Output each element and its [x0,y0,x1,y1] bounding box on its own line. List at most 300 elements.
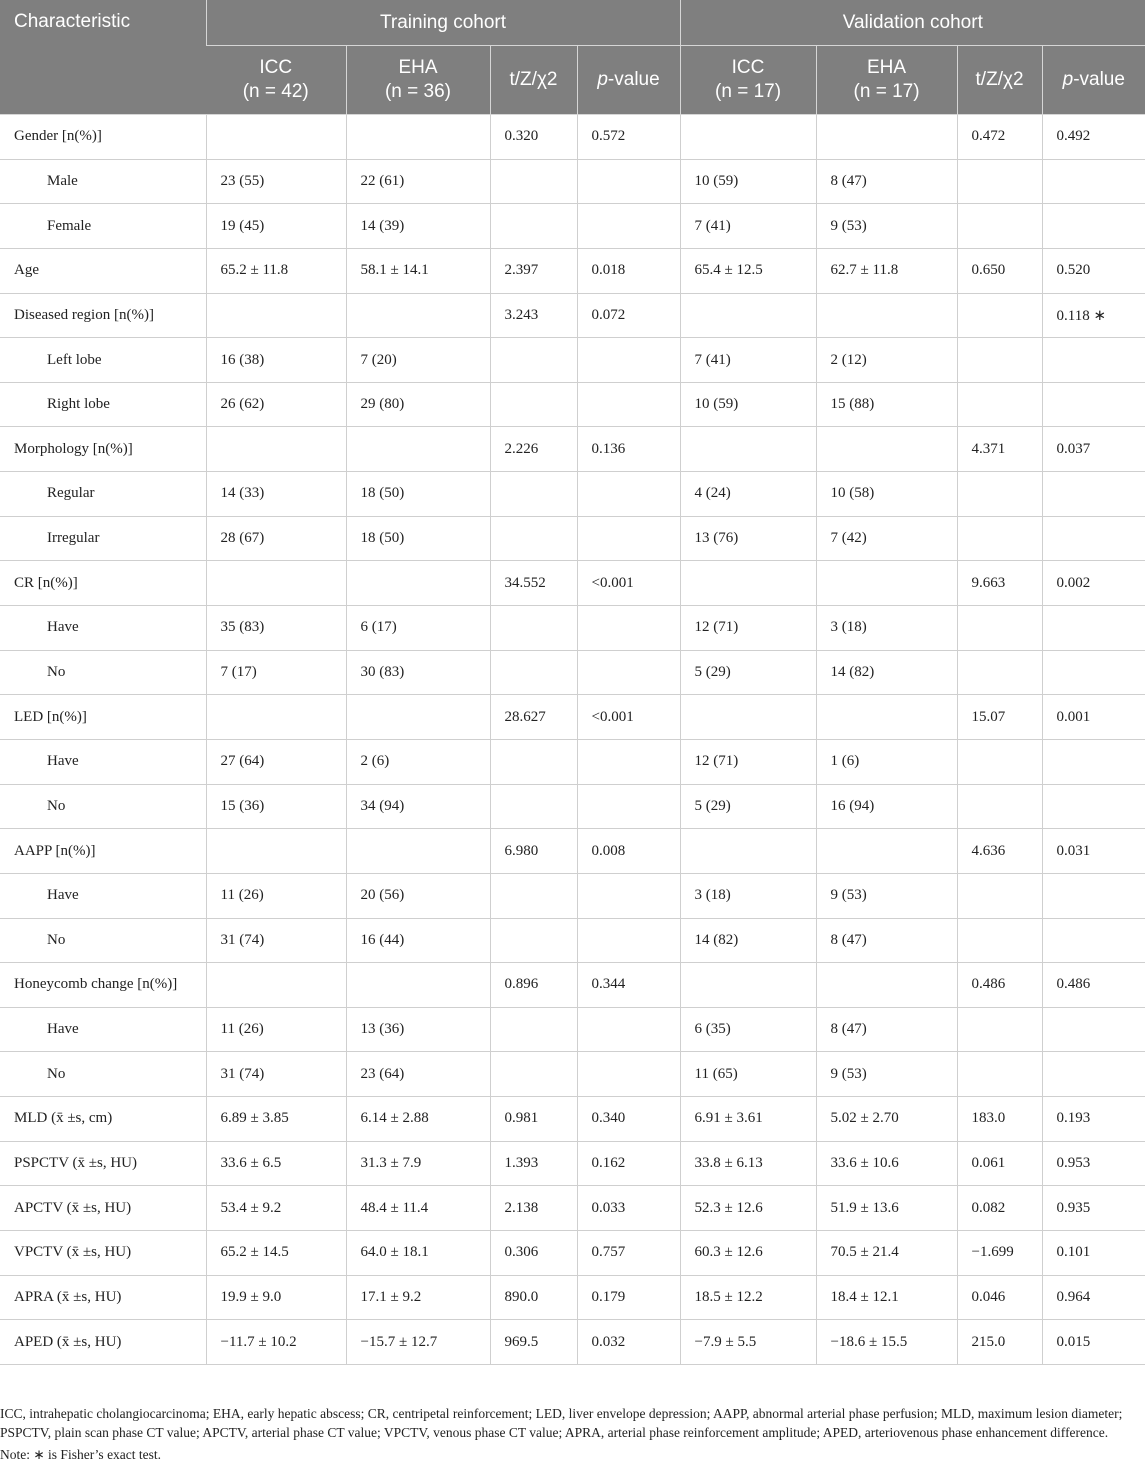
table-cell: 2.226 [490,427,577,472]
header-validation-cohort: Validation cohort [680,0,1145,46]
row-label: No [0,1052,206,1097]
table-cell: 4 (24) [680,472,816,517]
table-cell: −18.6 ± 15.5 [816,1320,957,1365]
table-cell: 9 (53) [816,204,957,249]
table-cell: 58.1 ± 14.1 [346,248,490,293]
table-cell: 23 (55) [206,159,346,204]
table-cell: 0.033 [577,1186,680,1231]
table-cell [346,427,490,472]
table-cell: 14 (82) [680,918,816,963]
table-cell: 23 (64) [346,1052,490,1097]
table-cell: 0.492 [1042,115,1145,160]
table-cell: 0.001 [1042,695,1145,740]
table-cell: 0.572 [577,115,680,160]
table-cell: 0.082 [957,1186,1042,1231]
table-cell [577,338,680,383]
table-cell: 18 (50) [346,516,490,561]
table-cell [577,382,680,427]
table-cell: 0.486 [1042,963,1145,1008]
table-subrow [0,204,1145,249]
table-cell: 33.8 ± 6.13 [680,1141,816,1186]
table-cell: 17.1 ± 9.2 [346,1275,490,1320]
table-cell: 33.6 ± 6.5 [206,1141,346,1186]
table-subrow [0,873,1145,918]
table-subrow [0,338,1145,383]
table-cell: 53.4 ± 9.2 [206,1186,346,1231]
table-cell [490,516,577,561]
table-cell: 0.046 [957,1275,1042,1320]
table-cell [346,695,490,740]
table-cell [206,963,346,1008]
table-cell: 18.5 ± 12.2 [680,1275,816,1320]
row-label: APED (x̄ ±s, HU) [0,1320,206,1365]
table-cell [346,829,490,874]
table-cell [1042,873,1145,918]
table-cell [490,472,577,517]
table-cell: 13 (36) [346,1007,490,1052]
table-cell: 7 (41) [680,204,816,249]
table-cell [1042,204,1145,249]
row-label: MLD (x̄ ±s, cm) [0,1097,206,1142]
table-cell: 28.627 [490,695,577,740]
table-cell: 7 (17) [206,650,346,695]
table-cell: 18 (50) [346,472,490,517]
table-cell: 3 (18) [680,873,816,918]
table-subrow [0,382,1145,427]
row-label: Age [0,248,206,293]
table-cell: 0.935 [1042,1186,1145,1231]
row-label: CR [n(%)] [0,561,206,606]
table-cell: 0.136 [577,427,680,472]
table-cell: 8 (47) [816,918,957,963]
table-cell: 10 (58) [816,472,957,517]
header-training-pvalue [577,46,680,115]
table-cell [346,963,490,1008]
table-cell [206,427,346,472]
table-cell [816,829,957,874]
table-cell [957,739,1042,784]
row-label: AAPP [n(%)] [0,829,206,874]
table-cell: 0.032 [577,1320,680,1365]
table-cell: 35 (83) [206,606,346,651]
table-row [0,695,1145,740]
table-cell: 28 (67) [206,516,346,561]
table-cell [957,606,1042,651]
table-cell: 0.344 [577,963,680,1008]
table-cell [1042,784,1145,829]
table-cell: 0.757 [577,1231,680,1276]
row-label: PSPCTV (x̄ ±s, HU) [0,1141,206,1186]
row-label: Diseased region [n(%)] [0,293,206,338]
table-cell [957,338,1042,383]
table-row [0,1275,1145,1320]
table-cell [577,650,680,695]
table-subrow [0,650,1145,695]
table-cell [1042,1007,1145,1052]
table-cell: 9 (53) [816,1052,957,1097]
table-cell: 33.6 ± 10.6 [816,1141,957,1186]
table-cell: 31 (74) [206,1052,346,1097]
table-cell [680,695,816,740]
table-cell: 0.031 [1042,829,1145,874]
table-subrow [0,606,1145,651]
table-cell: 0.193 [1042,1097,1145,1142]
table-cell [1042,606,1145,651]
table-cell: 0.002 [1042,561,1145,606]
table-cell [816,695,957,740]
table-row [0,115,1145,160]
table-cell: 4.636 [957,829,1042,874]
row-label: VPCTV (x̄ ±s, HU) [0,1231,206,1276]
table-cell [490,739,577,784]
table-subrow [0,516,1145,561]
abbreviations-note: ICC, intrahepatic cholangiocarcinoma; EHA, early hepatic abscess; CR, centripetal reinforcement; LED, liver envelope depression; AAPP, abnormal arterial phase perfusion; MLD, maximum lesion diameter; PSPCTV, plain scan phase CT value; APCTV, arterial phase CT value; VPCTV, venous phase CT value; APRA, arterial phase reinforcement amplitude; APED, arteriovenous phase enhancement difference. [0,1406,1123,1440]
table-cell: 29 (80) [346,382,490,427]
table-cell [1042,338,1145,383]
table-cell: 31 (74) [206,918,346,963]
row-label: Have [0,606,206,651]
table-cell [816,963,957,1008]
table-cell: 7 (42) [816,516,957,561]
table-cell [490,204,577,249]
table-cell: 65.2 ± 11.8 [206,248,346,293]
header-validation-icc-text: ICC (n = 17) [715,57,782,102]
row-label: Gender [n(%)] [0,115,206,160]
table-cell [206,293,346,338]
table-cell: 6.89 ± 3.85 [206,1097,346,1142]
table-cell: 19.9 ± 9.0 [206,1275,346,1320]
table-cell [957,516,1042,561]
row-label: LED [n(%)] [0,695,206,740]
table-cell [206,695,346,740]
table-cell: 7 (20) [346,338,490,383]
table-cell [957,382,1042,427]
table-cell [490,650,577,695]
header-validation-eha [816,46,957,115]
table-row [0,1186,1145,1231]
table-cell [957,1007,1042,1052]
table-cell: 890.0 [490,1275,577,1320]
table-cell: 64.0 ± 18.1 [346,1231,490,1276]
table-cell [577,472,680,517]
table-cell: 0.306 [490,1231,577,1276]
table-cell: 0.520 [1042,248,1145,293]
table-cell [680,427,816,472]
table-cell: 4.371 [957,427,1042,472]
table-cell: 27 (64) [206,739,346,784]
table-cell [577,516,680,561]
table-cell [816,561,957,606]
table-cell: 19 (45) [206,204,346,249]
table-cell [957,918,1042,963]
table-cell: 12 (71) [680,606,816,651]
table-cell [490,873,577,918]
row-label: APRA (x̄ ±s, HU) [0,1275,206,1320]
table-cell: 0.018 [577,248,680,293]
table-cell [577,606,680,651]
table-cell [1042,650,1145,695]
table-cell: 215.0 [957,1320,1042,1365]
table-cell [490,382,577,427]
table-cell: 14 (39) [346,204,490,249]
table-cell: 0.953 [1042,1141,1145,1186]
header-training-eha-text: EHA (n = 36) [384,57,451,102]
table-cell [957,293,1042,338]
table-cell [577,1052,680,1097]
header-training-icc-text: ICC (n = 42) [242,57,309,102]
header-validation-pvalue [1042,46,1145,115]
row-label: No [0,650,206,695]
table-cell: 60.3 ± 12.6 [680,1231,816,1276]
table-cell: 9 (53) [816,873,957,918]
table-cell: 0.118 ∗ [1042,293,1145,338]
table-cell [577,784,680,829]
table-row [0,248,1145,293]
table-cell [680,293,816,338]
table-cell [577,873,680,918]
table-footnote [0,1405,1140,1465]
table-cell [680,561,816,606]
table-cell: 8 (47) [816,159,957,204]
table-cell [206,561,346,606]
row-label: Irregular [0,516,206,561]
header-validation-eha-text: EHA (n = 17) [853,57,920,102]
row-label: Morphology [n(%)] [0,427,206,472]
table-cell: 11 (26) [206,1007,346,1052]
table-cell [206,829,346,874]
table-subrow [0,1052,1145,1097]
table-cell [1042,739,1145,784]
table-cell: 0.896 [490,963,577,1008]
table-cell: 10 (59) [680,382,816,427]
header-training-eha [346,46,490,115]
table-cell: −11.7 ± 10.2 [206,1320,346,1365]
row-label: Right lobe [0,382,206,427]
table-row [0,1320,1145,1365]
table-cell [680,829,816,874]
table-cell [816,115,957,160]
table-row [0,829,1145,874]
table-cell: 52.3 ± 12.6 [680,1186,816,1231]
table-cell: 13 (76) [680,516,816,561]
header-training-stat: t/Z/χ2 [490,46,577,115]
table-cell: 16 (94) [816,784,957,829]
table-cell: 183.0 [957,1097,1042,1142]
table-cell [577,1007,680,1052]
table-subrow [0,159,1145,204]
table-cell: 0.320 [490,115,577,160]
table-cell: 48.4 ± 11.4 [346,1186,490,1231]
table-cell [957,204,1042,249]
table-cell [577,739,680,784]
table-cell [1042,516,1145,561]
table-row [0,427,1145,472]
table-cell: 3.243 [490,293,577,338]
table-cell: 0.650 [957,248,1042,293]
table-cell: −15.7 ± 12.7 [346,1320,490,1365]
table-cell: 6.14 ± 2.88 [346,1097,490,1142]
table-row [0,1141,1145,1186]
table-cell: 14 (33) [206,472,346,517]
table-cell: 0.340 [577,1097,680,1142]
table-cell [206,115,346,160]
table-cell [577,918,680,963]
table-cell [490,159,577,204]
row-label: Regular [0,472,206,517]
table-cell [577,159,680,204]
table-cell [346,561,490,606]
table-cell [490,918,577,963]
table-cell: 65.2 ± 14.5 [206,1231,346,1276]
table-cell [490,1052,577,1097]
table-cell: 0.037 [1042,427,1145,472]
table-cell: 10 (59) [680,159,816,204]
table-cell: 0.162 [577,1141,680,1186]
table-cell [680,115,816,160]
table-body [0,115,1145,1365]
table-cell [490,1007,577,1052]
row-label: Have [0,739,206,784]
table-cell: 16 (44) [346,918,490,963]
table-cell: <0.001 [577,561,680,606]
table-cell [957,650,1042,695]
header-training-cohort: Training cohort [206,0,680,46]
table-cell [816,293,957,338]
table-cell: 34 (94) [346,784,490,829]
table-cell: 16 (38) [206,338,346,383]
table-cell: 31.3 ± 7.9 [346,1141,490,1186]
table-cell [1042,472,1145,517]
table-cell [816,427,957,472]
table-subrow [0,1007,1145,1052]
table-cell [1042,159,1145,204]
table-cell [346,115,490,160]
header-validation-stat: t/Z/χ2 [957,46,1042,115]
table-row [0,1231,1145,1276]
table-cell: −1.699 [957,1231,1042,1276]
table-cell: 51.9 ± 13.6 [816,1186,957,1231]
table-cell [577,204,680,249]
header-validation-icc [680,46,816,115]
table-cell: 2.397 [490,248,577,293]
table-cell: 5 (29) [680,650,816,695]
table-row [0,293,1145,338]
table-cell [490,784,577,829]
row-label: No [0,784,206,829]
table-cell: <0.001 [577,695,680,740]
table-cell [490,606,577,651]
table-cell: 6 (35) [680,1007,816,1052]
table-subrow [0,739,1145,784]
table-cell [957,784,1042,829]
table-cell: 15 (88) [816,382,957,427]
table-row [0,963,1145,1008]
table-cell: 1.393 [490,1141,577,1186]
table-cell: 15 (36) [206,784,346,829]
header-characteristic: Characteristic [0,0,206,115]
table-cell [680,963,816,1008]
table-cell: 969.5 [490,1320,577,1365]
table-cell: 0.015 [1042,1320,1145,1365]
table-cell: 26 (62) [206,382,346,427]
table-cell: 7 (41) [680,338,816,383]
table-cell: 0.101 [1042,1231,1145,1276]
table-cell: 15.07 [957,695,1042,740]
table-cell: −7.9 ± 5.5 [680,1320,816,1365]
table-cell: 0.179 [577,1275,680,1320]
row-label: Have [0,1007,206,1052]
fisher-note: Note: ∗ is Fisher’s exact test. [0,1447,162,1462]
table-cell [957,1052,1042,1097]
row-label: APCTV (x̄ ±s, HU) [0,1186,206,1231]
table-row [0,1097,1145,1142]
row-label: Have [0,873,206,918]
table-cell: 6 (17) [346,606,490,651]
table-cell: 12 (71) [680,739,816,784]
table-cell: 0.486 [957,963,1042,1008]
table-cell: 6.980 [490,829,577,874]
table-subrow [0,918,1145,963]
header-training-pvalue-text: p-value [597,69,660,90]
table-cell: 1 (6) [816,739,957,784]
row-label: Honeycomb change [n(%)] [0,963,206,1008]
table-cell: 11 (26) [206,873,346,918]
table-cell [957,159,1042,204]
table-cell: 5.02 ± 2.70 [816,1097,957,1142]
row-label: Left lobe [0,338,206,383]
table-cell: 3 (18) [816,606,957,651]
table-cell: 62.7 ± 11.8 [816,248,957,293]
table-row [0,561,1145,606]
row-label: Female [0,204,206,249]
table-cell: 20 (56) [346,873,490,918]
header-validation-pvalue-text: p-value [1062,69,1125,90]
table-cell: 14 (82) [816,650,957,695]
row-label: No [0,918,206,963]
table-cell [1042,1052,1145,1097]
table-cell: 0.008 [577,829,680,874]
table-cell: 2.138 [490,1186,577,1231]
table-cell: 0.072 [577,293,680,338]
table-cell: 6.91 ± 3.61 [680,1097,816,1142]
table-cell: 9.663 [957,561,1042,606]
table-cell: 8 (47) [816,1007,957,1052]
table-cell: 65.4 ± 12.5 [680,248,816,293]
table-cell: 22 (61) [346,159,490,204]
table-subrow [0,472,1145,517]
table-cell [1042,382,1145,427]
table-cell [1042,918,1145,963]
table-subrow [0,784,1145,829]
table-cell: 0.981 [490,1097,577,1142]
table-cell: 5 (29) [680,784,816,829]
table-cell: 2 (6) [346,739,490,784]
row-label: Male [0,159,206,204]
header-training-icc [206,46,346,115]
table-cell [957,472,1042,517]
table-cell: 30 (83) [346,650,490,695]
table-cell: 0.472 [957,115,1042,160]
table-cell: 0.061 [957,1141,1042,1186]
table-cell: 0.964 [1042,1275,1145,1320]
table-cell: 70.5 ± 21.4 [816,1231,957,1276]
table-cell [346,293,490,338]
table-cell [490,338,577,383]
table-cell: 2 (12) [816,338,957,383]
table-cell: 11 (65) [680,1052,816,1097]
table-cell [957,873,1042,918]
table-cell: 34.552 [490,561,577,606]
